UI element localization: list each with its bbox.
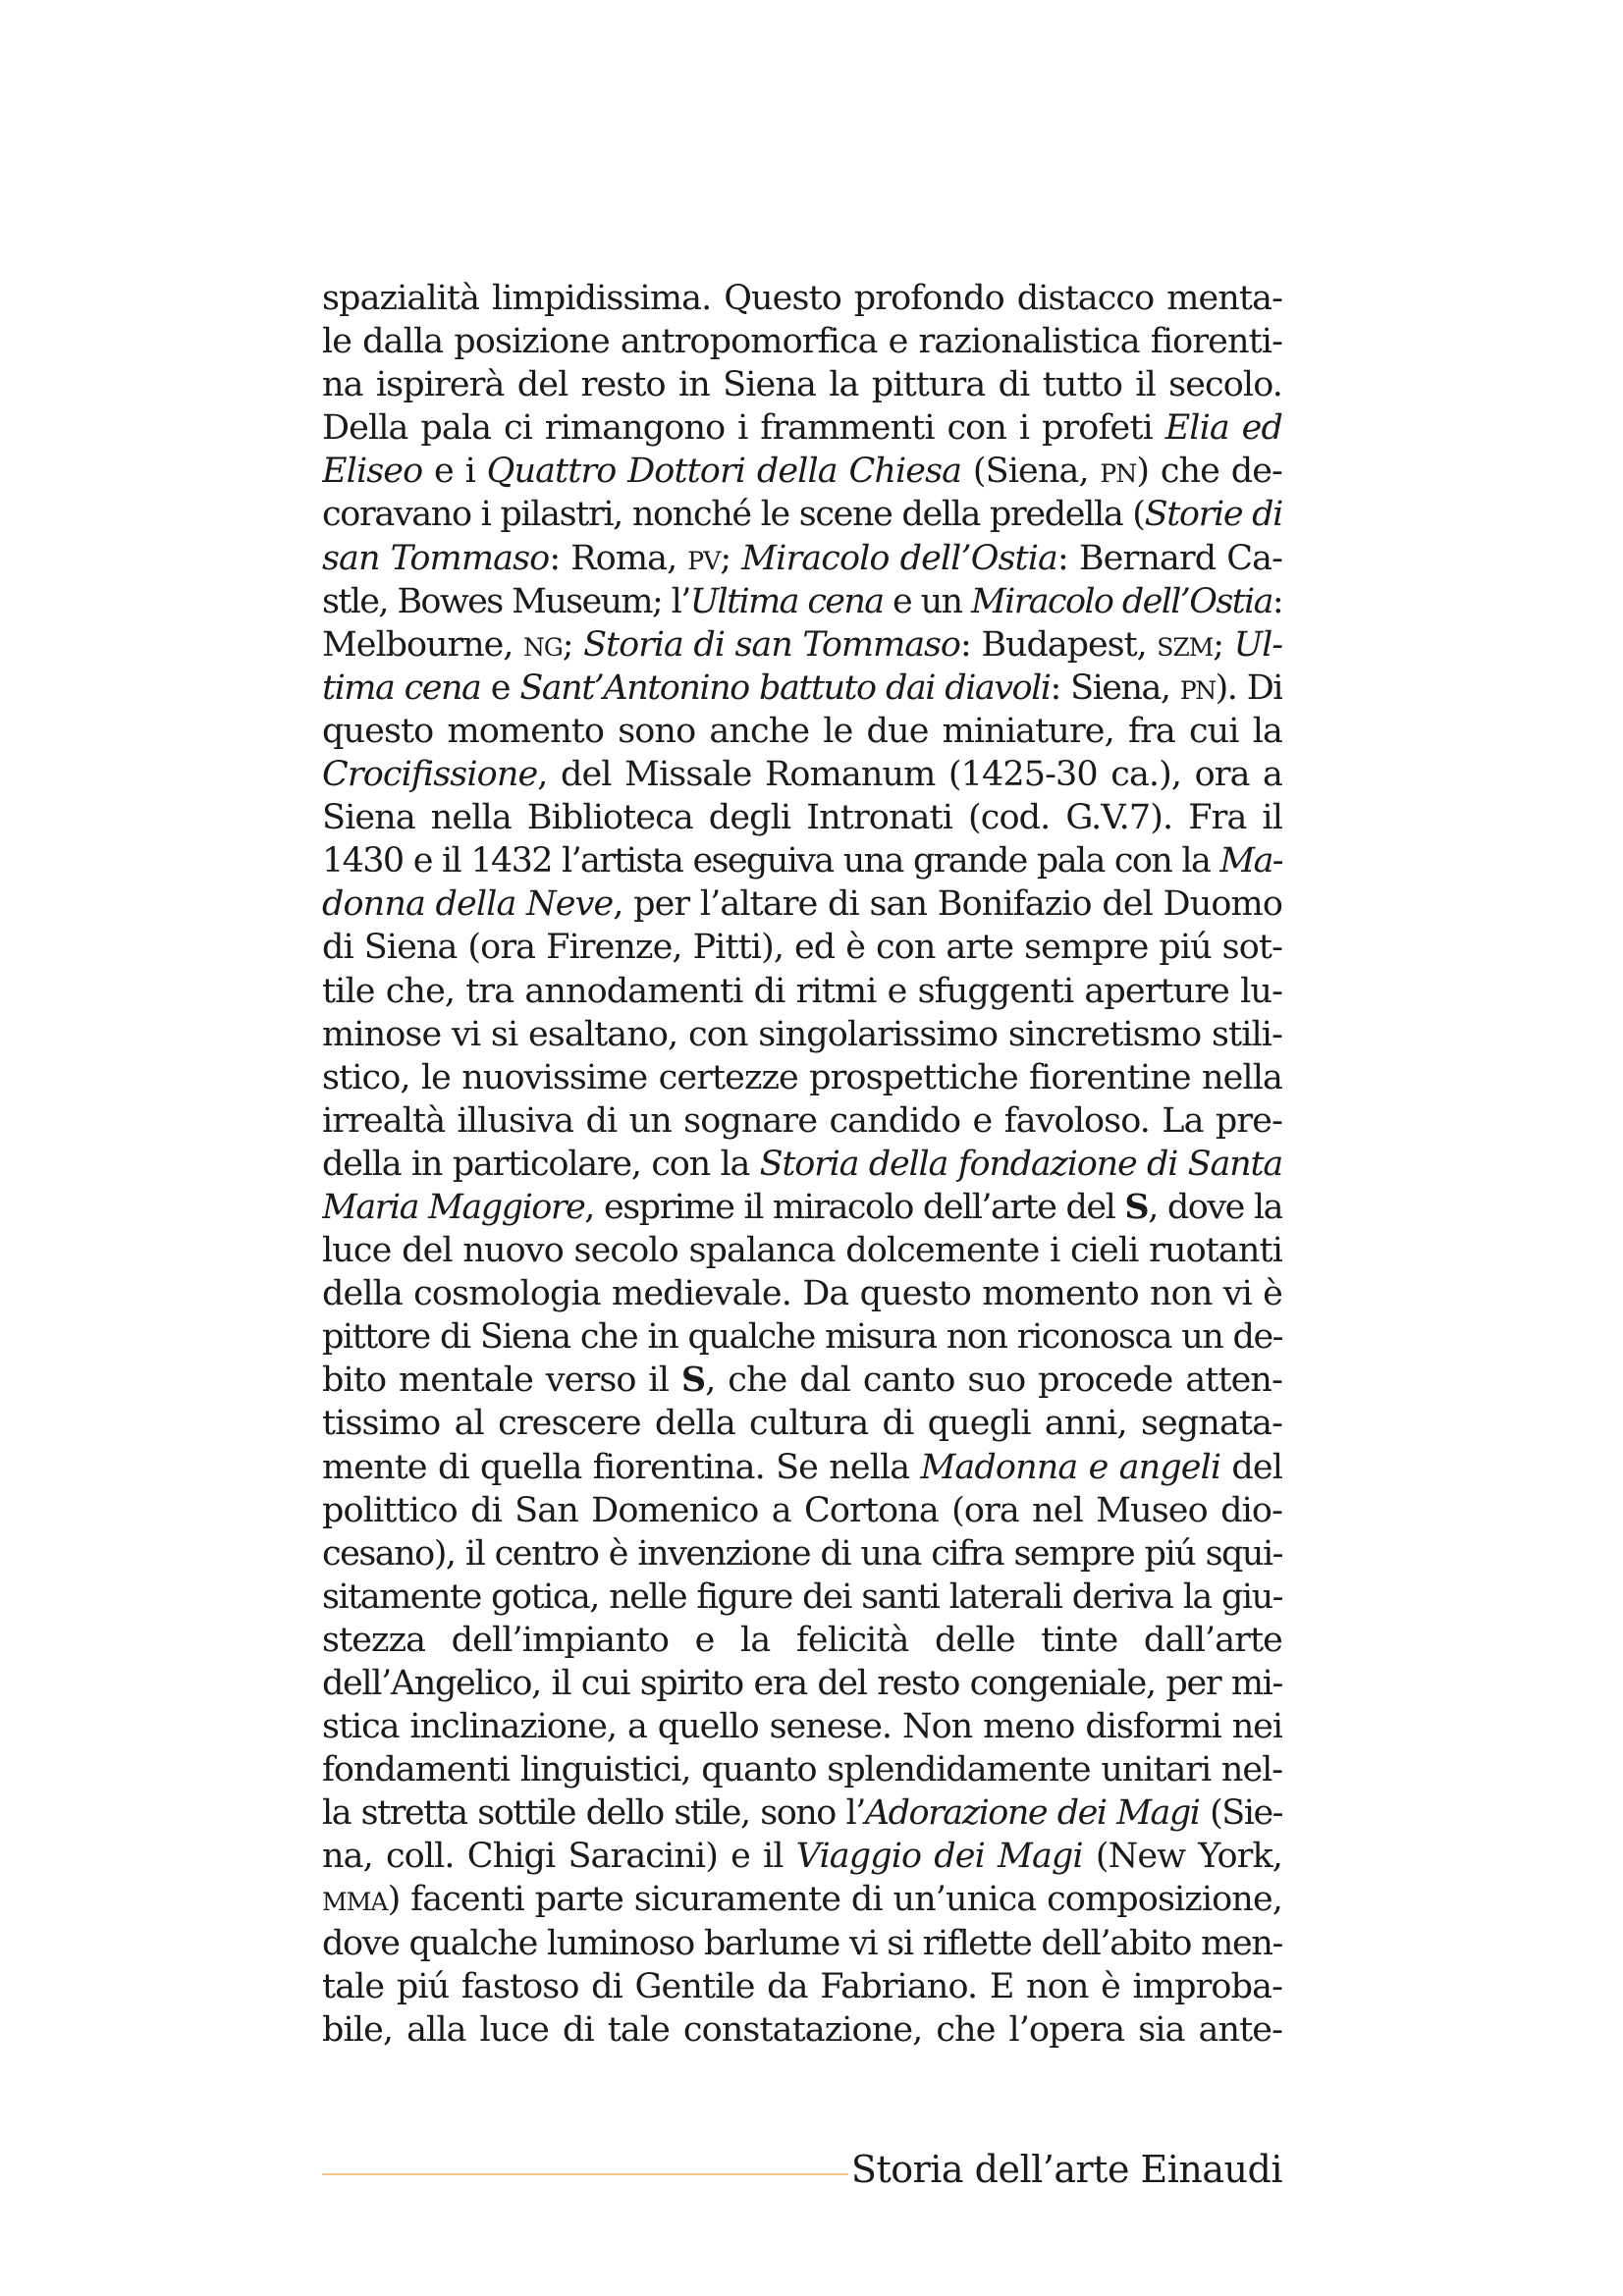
text-run: stica inclinazione, a quello senese. Non meno disformi nei	[322, 1707, 1282, 1747]
text-line	[322, 1965, 1282, 2008]
text-run: donna della Neve	[322, 884, 614, 925]
text-line	[322, 796, 1282, 839]
text-run: bito mentale verso il	[322, 1361, 681, 1401]
text-line	[322, 1229, 1282, 1272]
text-run: mente di quella fiorentina. Se nella	[322, 1447, 921, 1487]
text-line	[322, 1922, 1282, 1965]
text-run: san Tommaso	[322, 538, 550, 578]
text-run: di Siena (ora Firenze, Pitti), ed è con arte sempre piú sot-	[322, 928, 1282, 968]
text-run: sitamente gotica, nelle figure dei santi laterali deriva la giu-	[322, 1576, 1282, 1617]
text-run: na, coll. Chigi Saracini) e il	[322, 1837, 796, 1877]
text-line	[322, 1359, 1282, 1402]
text-run: pv	[687, 538, 721, 578]
text-run: polittico di San Domenico a Cortona (ora nel Museo dio-	[322, 1490, 1282, 1530]
footer-title: Storia dell’arte Einaudi	[850, 2148, 1282, 2191]
text-line	[322, 882, 1282, 926]
text-run: Miracolo dell’Ostia	[741, 538, 1057, 578]
text-run: ;	[720, 538, 742, 578]
text-run: Adorazione dei Magi	[864, 1793, 1200, 1834]
text-run: della in particolare, con la	[322, 1144, 760, 1184]
text-run: e i	[422, 452, 487, 492]
text-line	[322, 1143, 1282, 1186]
text-run: , del Missale Romanum (1425-30 ca.), ora a	[537, 755, 1282, 795]
text-line	[322, 1013, 1282, 1056]
text-line	[322, 1705, 1282, 1748]
body-text	[322, 277, 1282, 2052]
text-run: , che dal canto suo procede atten-	[705, 1361, 1282, 1401]
text-run: stezza dell’impianto e la felicità delle tinte dall’arte	[322, 1620, 1282, 1660]
text-line	[322, 1662, 1282, 1705]
text-run: ) facenti parte sicuramente di un’unica composizione,	[387, 1880, 1282, 1920]
text-run: : Roma,	[549, 538, 688, 578]
text-line	[322, 1748, 1282, 1791]
text-line	[322, 1878, 1282, 1921]
text-run: spazialità limpidissima. Questo profondo distacco menta-	[322, 279, 1282, 318]
text-run: Melbourne,	[322, 624, 523, 665]
text-line	[322, 2008, 1282, 2052]
text-line	[322, 1446, 1282, 1489]
text-line	[322, 753, 1282, 796]
text-run: : Siena,	[1050, 667, 1180, 708]
text-line	[322, 1099, 1282, 1143]
text-run: cesano), il centro è invenzione di una cifra sempre piú squi-	[322, 1533, 1282, 1574]
text-run: , per l’altare di san Bonifazio del Duomo	[613, 884, 1282, 925]
text-run: ). Di	[1215, 667, 1282, 708]
text-run: Sant’Antonino battuto dai diavoli	[519, 667, 1051, 708]
text-run: bile, alla luce di tale constatazione, che l’opera sia ante-	[322, 2009, 1282, 2050]
text-run: pittore di Siena che in qualche misura non riconosca un de-	[322, 1317, 1282, 1358]
text-line	[322, 710, 1282, 753]
text-line	[322, 1489, 1282, 1532]
text-run: dell’Angelico, il cui spirito era del resto congeniale, per mi-	[322, 1664, 1282, 1703]
text-run: ng	[523, 624, 563, 665]
text-run: szm	[1157, 624, 1214, 665]
text-run: ;	[562, 624, 584, 665]
footer-rule	[322, 2173, 848, 2175]
text-run: Siena nella Biblioteca degli Intronati (cod. G.V.7). Fra il	[322, 798, 1282, 838]
text-run: tale piú fastoso di Gentile da Fabriano. E non è improba-	[322, 1966, 1282, 2006]
text-run: : Budapest,	[959, 624, 1158, 665]
text-run: la stretta sottile dello stile, sono l’	[322, 1793, 865, 1834]
text-line	[322, 1056, 1282, 1099]
text-run: 1430 e il 1432 l’artista eseguiva una grande pala con la	[322, 841, 1220, 881]
text-run: tile che, tra annodamenti di ritmi e sfuggenti aperture lu-	[322, 971, 1282, 1011]
text-line	[322, 839, 1282, 882]
text-line	[322, 450, 1282, 493]
text-run: tima cena	[322, 667, 481, 708]
text-line	[322, 1186, 1282, 1229]
text-run: pn	[1100, 452, 1137, 492]
text-run: Eliseo	[322, 452, 423, 492]
text-run: minose vi si esaltano, con singolarissimo sincretismo stili-	[322, 1014, 1282, 1054]
text-run: le dalla posizione antropomorfica e razionalistica fiorenti-	[322, 322, 1282, 362]
text-run: :	[1271, 581, 1282, 621]
text-run: (Siena,	[961, 452, 1101, 492]
text-line	[322, 1791, 1282, 1835]
text-line	[322, 926, 1282, 969]
text-line	[322, 1402, 1282, 1445]
text-run: Viaggio dei Magi	[795, 1837, 1083, 1877]
text-line	[322, 406, 1282, 450]
text-run: coravano i pilastri, nonché le scene della predella (	[322, 495, 1145, 535]
text-line	[322, 623, 1282, 667]
text-run: Quattro Dottori della Chiesa	[486, 452, 962, 492]
text-run: tissimo al crescere della cultura di quegli anni, segnata-	[322, 1404, 1282, 1444]
text-run: irrealtà illusiva di un sognare candido e favoloso. La pre-	[322, 1100, 1282, 1141]
text-run: S	[1124, 1186, 1149, 1227]
text-line	[322, 1575, 1282, 1619]
text-run: Miracolo dell’Ostia	[970, 581, 1272, 621]
text-line	[322, 580, 1282, 623]
text-line	[322, 1532, 1282, 1575]
text-run: della cosmologia medievale. Da questo momento non vi è	[322, 1274, 1282, 1314]
text-run: Ul-	[1233, 624, 1282, 665]
text-line	[322, 667, 1282, 710]
text-run: dove qualche luminoso barlume vi si riflette dell’abito men-	[322, 1923, 1282, 1963]
text-line	[322, 537, 1282, 580]
text-run: Storia di san Tommaso	[583, 624, 960, 665]
text-run: Elia ed	[1164, 408, 1282, 449]
text-run: (New York,	[1082, 1837, 1282, 1877]
text-run: Ultima cena	[689, 581, 884, 621]
text-line	[322, 1272, 1282, 1315]
text-run: (Sie-	[1199, 1793, 1282, 1834]
text-run: e	[480, 667, 520, 708]
text-run: na ispirerà del resto in Siena la pittura di tutto il secolo.	[322, 365, 1282, 405]
text-run: Della pala ci rimangono i frammenti con i profeti	[322, 408, 1165, 449]
text-run: , dove la	[1148, 1187, 1282, 1227]
text-line	[322, 970, 1282, 1013]
text-line	[322, 1835, 1282, 1878]
text-run: S	[680, 1360, 706, 1401]
text-run: Crocifissione	[322, 755, 538, 795]
text-run: Ma-	[1219, 841, 1282, 881]
text-line	[322, 493, 1282, 536]
text-run: mma	[322, 1880, 388, 1920]
text-run: Storia della fondazione di Santa	[759, 1144, 1282, 1184]
text-line	[322, 363, 1282, 406]
text-run: stico, le nuovissime certezze prospettiche fiorentine nella	[322, 1057, 1282, 1097]
text-line	[322, 320, 1282, 363]
text-run: fondamenti linguistici, quanto splendidamente unitari nel-	[322, 1750, 1282, 1790]
text-run: questo momento sono anche le due miniature, fra cui la	[322, 711, 1282, 751]
text-run: e un	[883, 581, 971, 621]
text-run: Storie di	[1144, 495, 1282, 535]
text-run: Madonna e angeli	[920, 1447, 1221, 1487]
text-run: ) che de-	[1136, 452, 1282, 492]
text-line	[322, 277, 1282, 320]
text-run: , esprime il miracolo dell’arte del	[584, 1187, 1125, 1227]
text-run: del	[1220, 1447, 1282, 1487]
text-run: pn	[1179, 667, 1216, 708]
text-line	[322, 1619, 1282, 1662]
text-run: Maria Maggiore	[322, 1187, 585, 1227]
text-run: ;	[1213, 624, 1234, 665]
text-run: : Bernard Ca-	[1057, 538, 1282, 578]
text-run: stle, Bowes Museum; l’	[322, 581, 690, 621]
text-run: luce del nuovo secolo spalanca dolcemente i cieli ruotanti	[322, 1231, 1282, 1271]
text-line	[322, 1315, 1282, 1359]
